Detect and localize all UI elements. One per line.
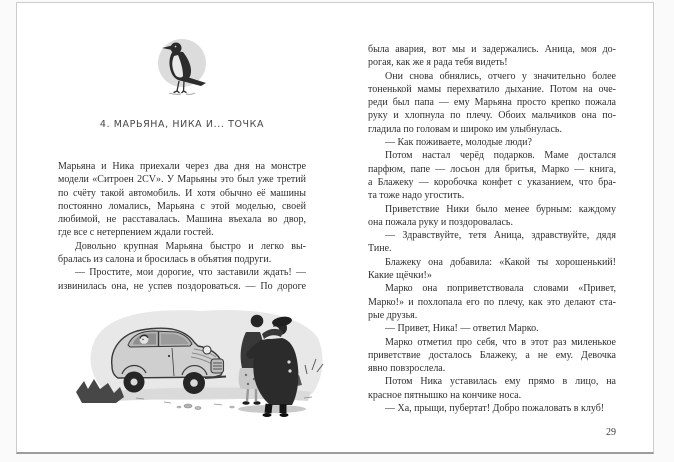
left-page-text [58, 160, 306, 293]
text-line: реди был папа — ему Марьяна просто крепко пожала [368, 97, 616, 109]
text-line: была авария, вот мы и задержались. Аница, моя до- [368, 44, 616, 55]
text-line: рые друзья. [368, 309, 418, 321]
text-line: бралась из салона и бросилась в объятия подруги. [58, 254, 272, 266]
text-line: рогая, как же я рада тебя видеть! [368, 57, 508, 69]
text-line: — Ха, прыщи, пубертат! Добро пожаловать в клуб! [385, 403, 605, 415]
text-line: красное пятнышко на кончике носа. [368, 389, 522, 401]
text-line: по счёту такой автомобиль. И хотя обычно её машины [58, 187, 306, 199]
crow-illustration [150, 36, 214, 100]
text-line: Потом настал черёд подарков. Маме достался [385, 150, 616, 162]
car-hug-illustration [76, 304, 331, 418]
text-line: модели «Ситроен 2CV». У Марьяны это был уже третий [58, 174, 306, 186]
text-line: — Привет, Ника! — ответил Марко. [385, 323, 539, 335]
text-line: Потом Ника уставилась ему прямо в лицо, на [385, 376, 616, 388]
book-spread [16, 2, 654, 454]
text-line: Они снова обнялись, отчего у значительно более [385, 70, 616, 82]
text-line: Марко отметил про себя, что в этот раз миленькое [385, 336, 616, 348]
page-number: 29 [606, 427, 616, 438]
text-line: Марко!» и похлопала его по плечу, как это делают ста- [368, 296, 616, 308]
text-line: Блажеку она добавила: «Какой ты хорошенький! [385, 256, 616, 268]
text-line: явно повзрослела. [368, 363, 446, 375]
text-line: — Простите, мои дорогие, что заставили ждать! — [75, 267, 306, 279]
text-line: тоненькой мамы перехватило дыхание. Потом на оче- [368, 83, 616, 95]
text-line: извинилась она, не успев поздороваться. — По дороге [58, 280, 306, 292]
text-line: она пожала руку и поздоровалась. [368, 216, 513, 228]
text-line: руку и хлопнула по плечу. Обоих мальчиков она по- [368, 110, 616, 122]
text-line: где все с нетерпением ждали гостей. [58, 227, 214, 239]
text-line: гладила по головам и широко им улыбнулась. [368, 123, 562, 135]
text-line: Марко она поприветствовала словами «Привет, [385, 283, 616, 295]
text-line: любимой, не расставалась. Машина въехала во двор, [58, 214, 306, 226]
text-line: — Здравствуйте, тетя Аница, здравствуйте, дядя [385, 230, 616, 242]
text-line: Довольно крупная Марьяна быстро и легко вы- [75, 240, 306, 252]
text-line: Какие щёчки!» [368, 270, 432, 282]
text-line: постоянно ломались, Марьяна с этой моделью, своей [58, 200, 306, 212]
chapter-title: 4. МАРЬЯНА, НИКА И... ТОЧКА [99, 119, 265, 130]
text-line: приветствие досталось Блажеку, а не ему. Девочка [368, 349, 616, 361]
right-page-text [368, 43, 616, 415]
text-line: Приветствие Ники было менее бурным: каждому [385, 203, 616, 215]
text-line: — Как поживаете, молодые люди? [385, 137, 532, 149]
text-line: та тоже надо угостить. [368, 190, 465, 202]
text-line: Тине. [368, 243, 392, 255]
text-line: а Блажеку — коробочка конфет с указанием, что бра- [368, 176, 616, 188]
text-line: парфюм, папе — лосьон для бритья, Марко — книга, [368, 163, 616, 175]
text-line: Марьяна и Ника приехали через два дня на монстре [58, 161, 306, 172]
